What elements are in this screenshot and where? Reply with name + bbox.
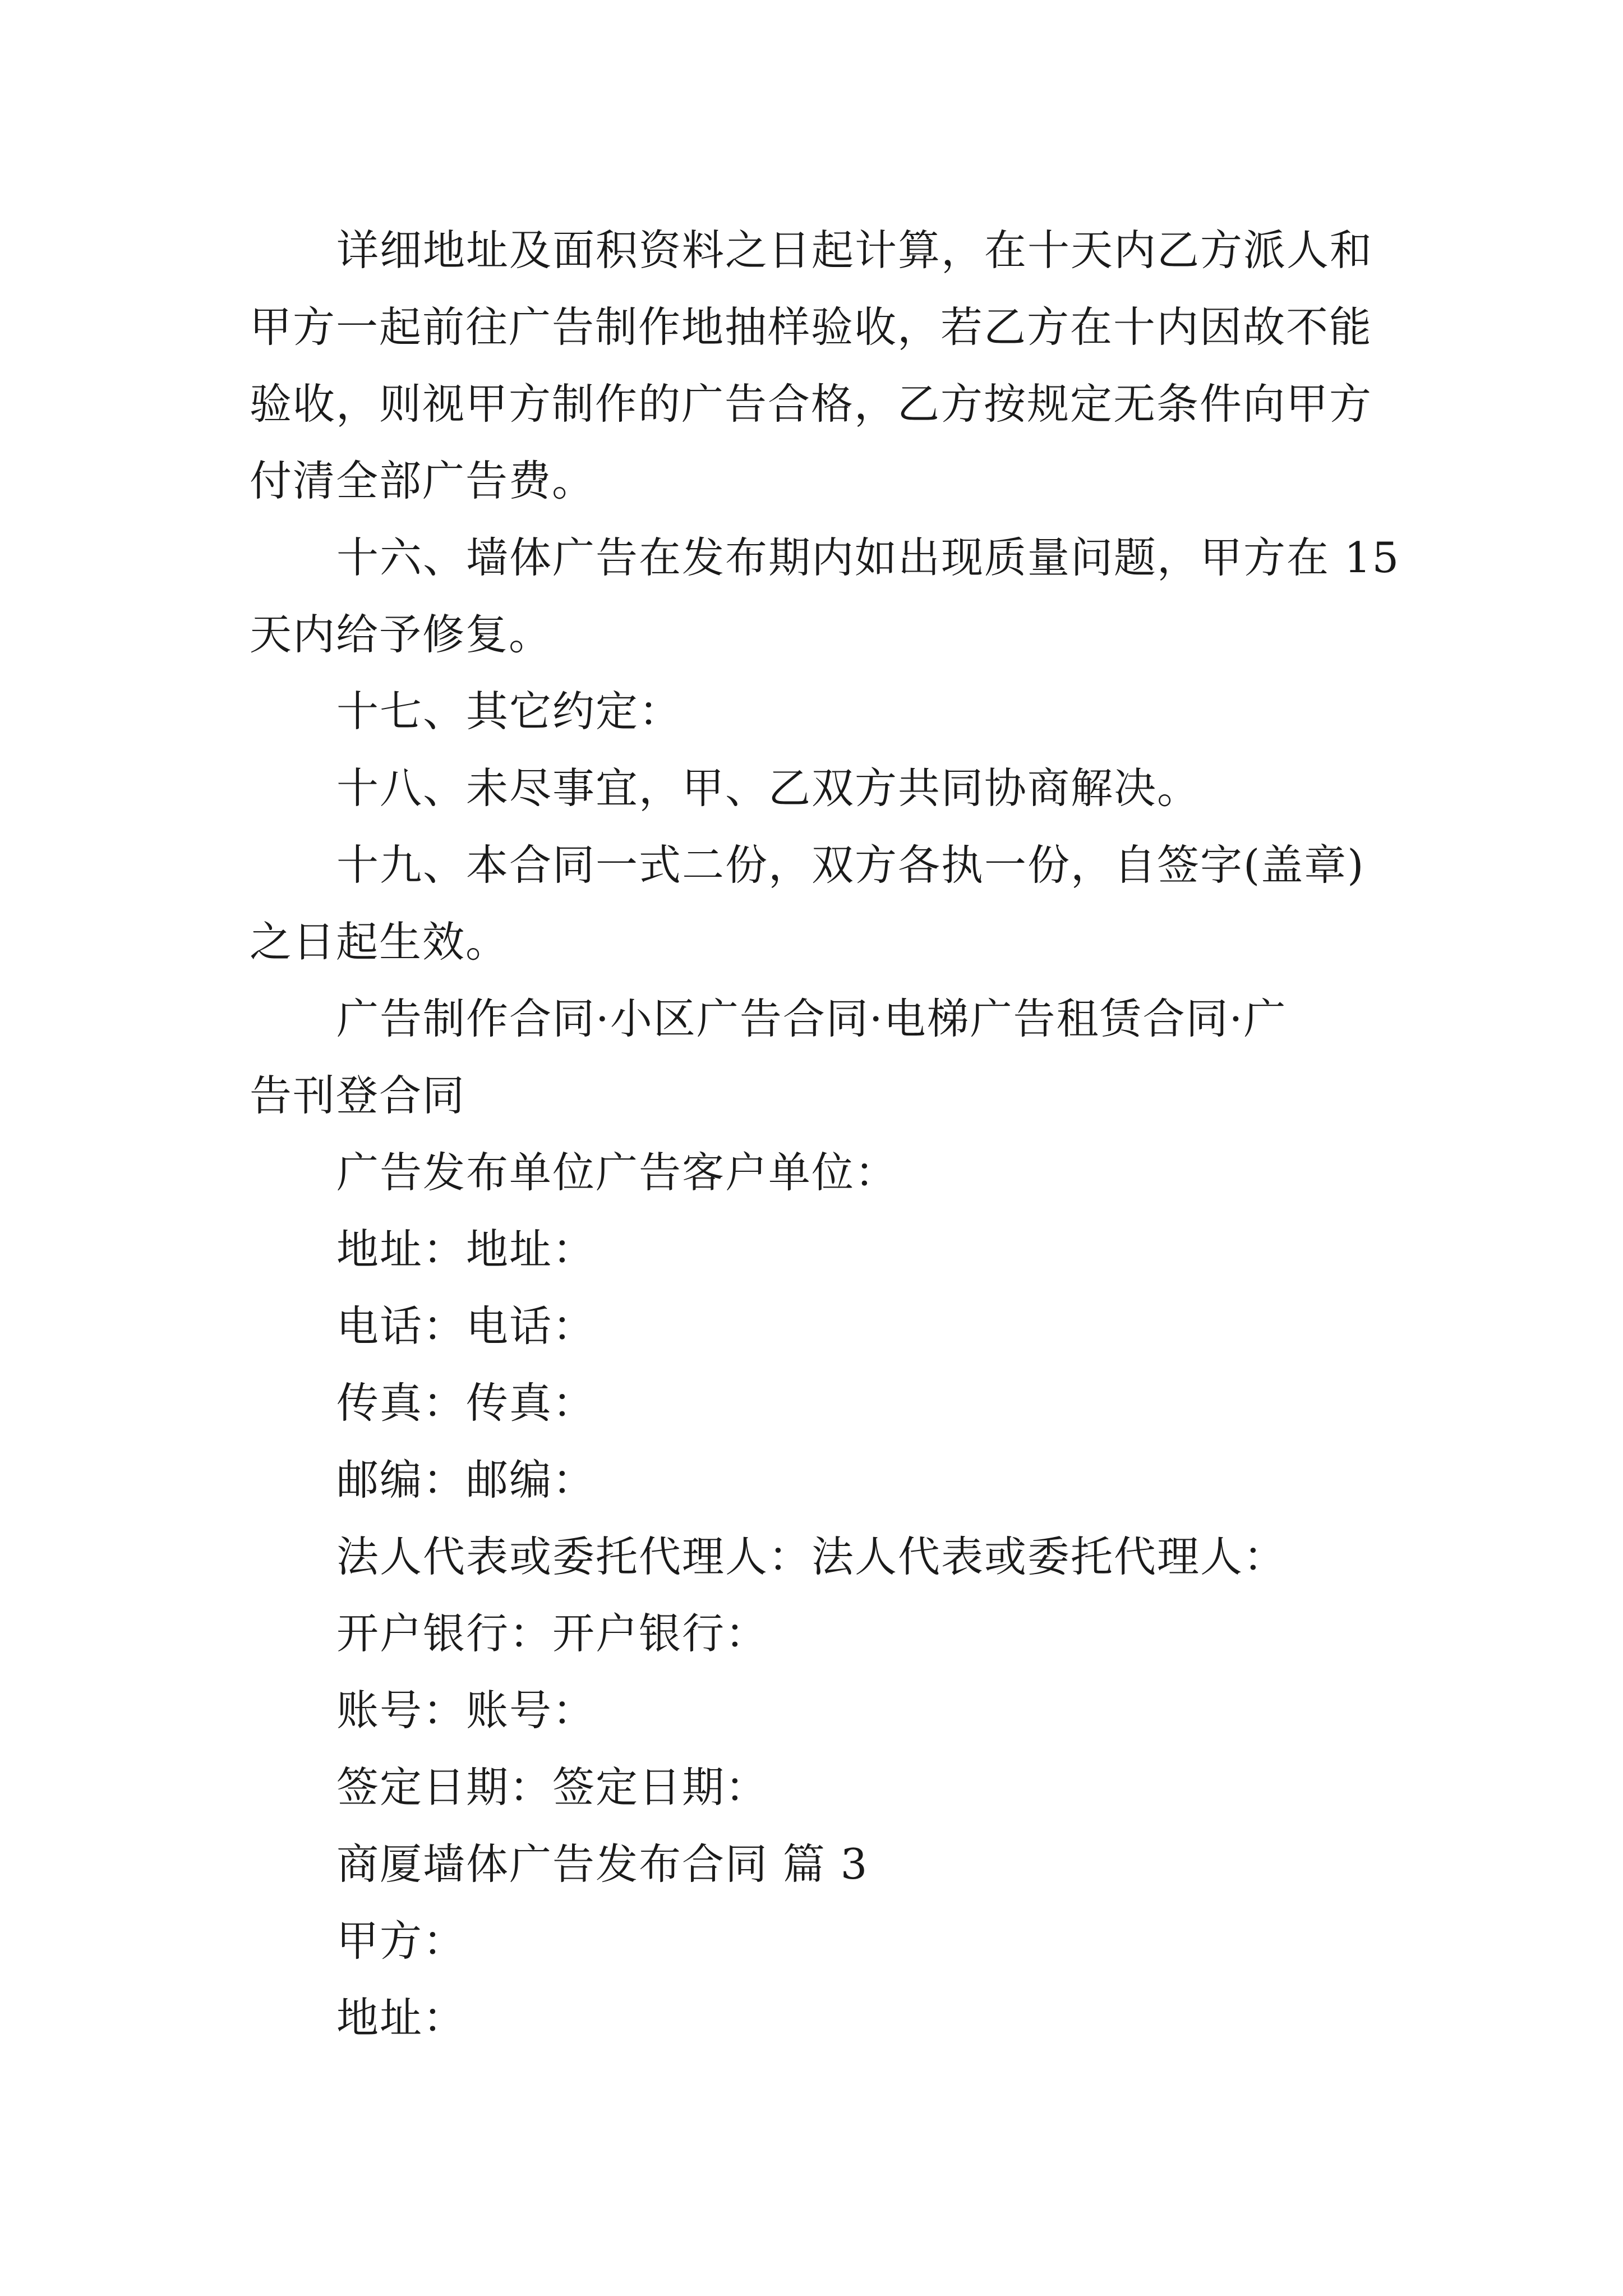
text-line: 十九、本合同一式二份，双方各执一份，自签字(盖章) — [336, 840, 1365, 890]
text-line: 付清全部广告费。 — [250, 456, 596, 505]
text-line: 十八、未尽事宜，甲、乙双方共同协商解决。 — [336, 763, 1201, 813]
text-line: 十六、墙体广告在发布期内如出现质量问题，甲方在 15 — [336, 533, 1400, 582]
text-line: 电话：电话： — [336, 1301, 596, 1351]
paragraph-phone-field — [250, 1288, 1377, 1365]
text-line: 详细地址及面积资料之日起计算，在十天内乙方派人和 — [336, 226, 1373, 275]
paragraph-bank-field — [250, 1595, 1377, 1672]
paragraph-representative-field — [250, 1519, 1377, 1595]
text-line: 签定日期：签定日期： — [336, 1763, 769, 1812]
paragraph-party-a-address-field — [250, 1980, 1377, 2056]
text-line: 法人代表或委托代理人：法人代表或委托代理人： — [336, 1532, 1287, 1581]
text-line: 告刊登合同 — [250, 1071, 466, 1120]
text-line: 广告制作合同·小区广告合同·电梯广告租赁合同·广 — [336, 994, 1287, 1043]
text-line: 商厦墙体广告发布合同 篇 3 — [336, 1839, 869, 1889]
text-line: 邮编：邮编： — [336, 1455, 596, 1504]
paragraph-party-a-field — [250, 1903, 1377, 1980]
paragraph-address-field — [250, 1211, 1377, 1288]
paragraph-clause-18 — [250, 750, 1377, 827]
text-line: 验收，则视甲方制作的广告合格，乙方按规定无条件向甲方 — [250, 379, 1373, 429]
paragraph-postcode-field — [250, 1442, 1377, 1519]
paragraph-clause-16 — [250, 519, 1400, 673]
text-line: 天内给予修复。 — [250, 610, 552, 659]
text-line: 甲方一起前往广告制作地抽样验收，若乙方在十内因故不能 — [250, 302, 1373, 352]
text-line: 甲方： — [336, 1916, 467, 1966]
paragraph-related-contracts — [250, 981, 1377, 1134]
paragraph-clause-17 — [250, 673, 1377, 750]
paragraph-fax-field — [250, 1365, 1377, 1442]
document-body — [250, 212, 1400, 2056]
text-line: 地址：地址： — [336, 1225, 596, 1274]
text-line: 广告发布单位广告客户单位： — [336, 1148, 898, 1197]
paragraph-parties-header — [250, 1134, 1377, 1211]
paragraph-account-field — [250, 1672, 1377, 1749]
text-line: 传真：传真： — [336, 1378, 596, 1428]
text-line: 账号：账号： — [336, 1686, 596, 1735]
text-line: 地址： — [336, 1993, 467, 2042]
text-line: 开户银行：开户银行： — [336, 1609, 769, 1658]
section-heading-contract-3 — [250, 1826, 1377, 1903]
text-line: 之日起生效。 — [250, 917, 509, 967]
text-line: 十七、其它约定： — [336, 687, 683, 736]
paragraph-signing-date-field — [250, 1749, 1377, 1826]
paragraph-clause-19 — [250, 827, 1377, 981]
paragraph-acceptance — [250, 212, 1377, 519]
